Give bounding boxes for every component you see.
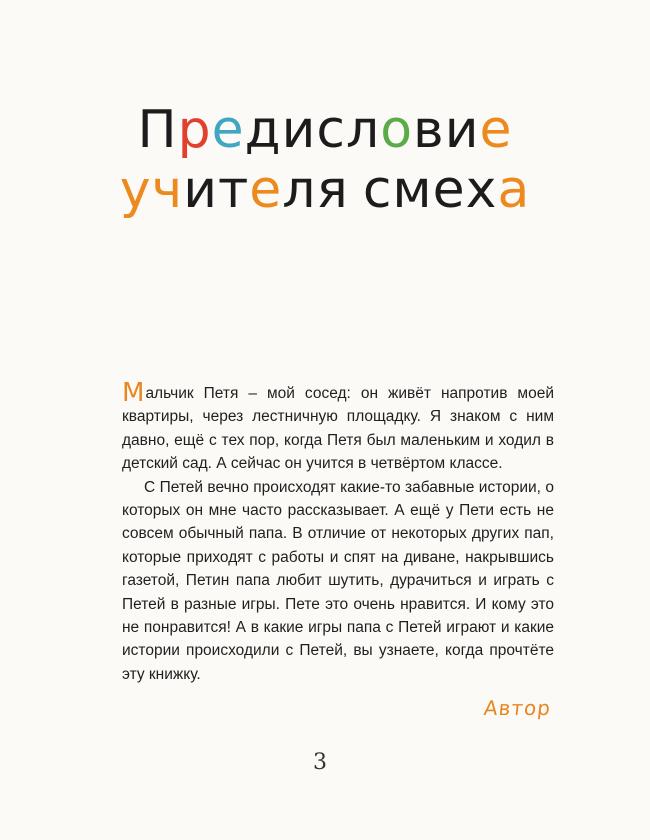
title-letter: у [119, 160, 152, 220]
title-letter: м [392, 160, 433, 220]
title-line-2 [0, 160, 650, 220]
page-number: 3 [313, 750, 327, 775]
title-letter: и [183, 160, 218, 220]
title-letter: л [282, 160, 317, 220]
paragraph-2: С Петей вечно происходят какие-то забавные истории, о которых он мне часто рассказывает. А ещё у Пети есть не совсем обычный папа. В отличие от некоторых других пап, которые приходят с работы и спят на диване, накрывшись газетой, Петин папа любит шутить, дурачиться и играть с Петей в разные игры. Пете это очень нравится. И кому это не понравится! А в какие игры папа с Петей играют и какие истории происходили с Петей, вы узнаете, когда прочтёте эту книжку. [122, 478, 554, 683]
drop-cap: М [122, 378, 145, 408]
preface-text [122, 380, 554, 686]
title-letter: и [281, 100, 317, 160]
paragraph-1-text: альчик Петя – мой сосед: он живёт напротив моей квартиры, через лестничную площадку. Я знаком с ним давно, ещё с тех пор, когда Петя был маленьким и ходил в детский сад. А сейчас он учится в четвёртом классе. [122, 385, 554, 473]
title-letter: с [316, 100, 346, 160]
title-letter: е [432, 160, 466, 220]
title-letter: х [465, 160, 498, 220]
author-signature: Автор [482, 696, 553, 720]
title-letter: в [413, 100, 445, 160]
title-letter: ч [151, 160, 184, 220]
title-letter: л [345, 100, 381, 160]
paragraph-1 [122, 380, 554, 476]
title-letter: е [249, 160, 283, 220]
title-letter: д [244, 100, 282, 160]
title-letter: р [177, 100, 212, 160]
title-line-1 [0, 100, 650, 160]
title-letter: т [218, 160, 250, 220]
title-letter: и [444, 100, 480, 160]
title-letter: е [479, 100, 513, 160]
title-letter: я [316, 160, 349, 220]
title-letter: о [380, 100, 414, 160]
title-letter: а [497, 160, 531, 220]
title-letter: П [137, 100, 178, 160]
title-letter: е [211, 100, 245, 160]
title-letter: с [362, 160, 393, 220]
